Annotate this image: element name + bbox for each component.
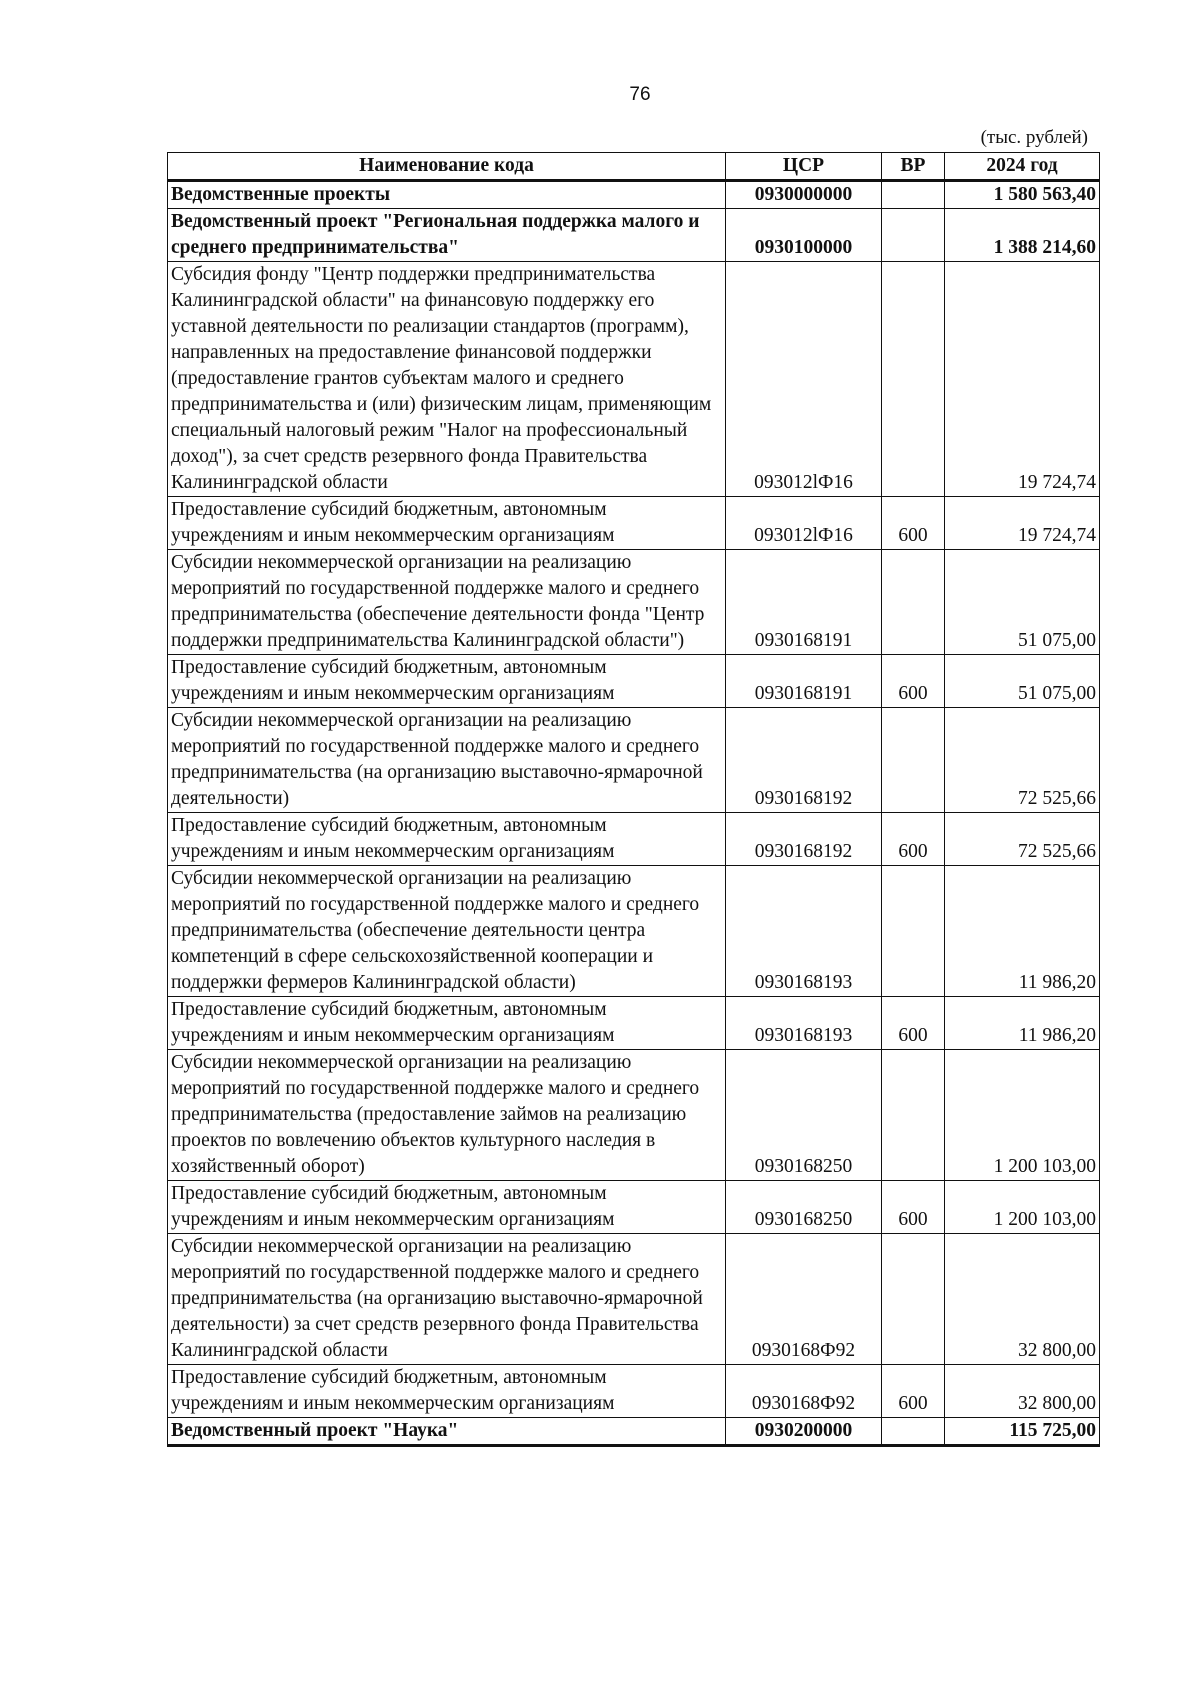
row-amount: 32 800,00	[945, 1234, 1100, 1365]
table-row	[168, 997, 1100, 1050]
table-row	[168, 262, 1100, 497]
row-csr: 0930168192	[726, 813, 882, 866]
row-name: Субсидии некоммерческой организации на реализацию мероприятий по государственной поддержке малого и среднего предпринимательства (обеспечение деятельности фонда "Центр поддержки предпринимательства Калининградской области")	[168, 550, 726, 655]
table-row	[168, 1234, 1100, 1365]
budget-table	[167, 152, 1100, 1447]
table-row	[168, 550, 1100, 655]
row-name: Предоставление субсидий бюджетным, автономным учреждениям и иным некоммерческим организациям	[168, 655, 726, 708]
row-amount: 11 986,20	[945, 997, 1100, 1050]
row-name: Субсидии некоммерческой организации на реализацию мероприятий по государственной поддержке малого и среднего предпринимательства (на организацию выставочно-ярмарочной деятельности)	[168, 708, 726, 813]
row-name: Субсидии некоммерческой организации на реализацию мероприятий по государственной поддержке малого и среднего предпринимательства (обеспечение деятельности центра компетенций в сфере сельскохозяйственной кооперации и поддержки фермеров Калининградской области)	[168, 866, 726, 997]
header-name: Наименование кода	[168, 153, 726, 181]
row-vr	[882, 209, 945, 262]
row-name: Ведомственный проект "Региональная поддержка малого и среднего предпринимательства"	[168, 209, 726, 262]
header-amount: 2024 год	[945, 153, 1100, 181]
row-csr: 0930168191	[726, 655, 882, 708]
table-row	[168, 1365, 1100, 1418]
row-csr: 093012lФ16	[726, 497, 882, 550]
row-csr: 0930168191	[726, 550, 882, 655]
row-amount: 72 525,66	[945, 813, 1100, 866]
row-amount: 1 200 103,00	[945, 1181, 1100, 1234]
table-row	[168, 708, 1100, 813]
row-name: Субсидия фонду "Центр поддержки предпринимательства Калининградской области" на финансовую поддержку его уставной деятельности по реализации стандартов (программ), направленных на предоставление финансовой поддержки (предоставление грантов субъектам малого и среднего предпринимательства и (или) физическим лицам, применяющим специальный налоговый режим "Налог на профессиональный доход"), за счет средств резервного фонда Правительства Калининградской области	[168, 262, 726, 497]
row-name: Предоставление субсидий бюджетным, автономным учреждениям и иным некоммерческим организациям	[168, 813, 726, 866]
row-amount: 1 388 214,60	[945, 209, 1100, 262]
row-vr	[882, 262, 945, 497]
row-amount: 51 075,00	[945, 550, 1100, 655]
row-name: Предоставление субсидий бюджетным, автономным учреждениям и иным некоммерческим организациям	[168, 997, 726, 1050]
row-vr	[882, 1418, 945, 1446]
row-csr: 0930168193	[726, 866, 882, 997]
row-vr: 600	[882, 1365, 945, 1418]
row-amount: 115 725,00	[945, 1418, 1100, 1446]
row-csr: 0930168Ф92	[726, 1365, 882, 1418]
table-row	[168, 209, 1100, 262]
row-vr	[882, 550, 945, 655]
row-csr: 0930000000	[726, 181, 882, 209]
table-body	[168, 181, 1100, 1446]
row-name: Субсидии некоммерческой организации на реализацию мероприятий по государственной поддержке малого и среднего предпринимательства (предоставление займов на реализацию проектов по вовлечению объектов культурного наследия в хозяйственный оборот)	[168, 1050, 726, 1181]
row-name: Ведомственный проект "Наука"	[168, 1418, 726, 1446]
row-amount: 19 724,74	[945, 497, 1100, 550]
table-row	[168, 497, 1100, 550]
row-amount: 51 075,00	[945, 655, 1100, 708]
row-amount: 1 200 103,00	[945, 1050, 1100, 1181]
row-vr	[882, 708, 945, 813]
row-amount: 19 724,74	[945, 262, 1100, 497]
row-vr: 600	[882, 813, 945, 866]
row-csr: 0930168250	[726, 1181, 882, 1234]
table-row	[168, 655, 1100, 708]
row-name: Субсидии некоммерческой организации на реализацию мероприятий по государственной поддержке малого и среднего предпринимательства (на организацию выставочно-ярмарочной деятельности) за счет средств резервного фонда Правительства Калининградской области	[168, 1234, 726, 1365]
table-row	[168, 1418, 1100, 1446]
row-name: Предоставление субсидий бюджетным, автономным учреждениям и иным некоммерческим организациям	[168, 1181, 726, 1234]
row-csr: 0930168193	[726, 997, 882, 1050]
row-csr: 0930200000	[726, 1418, 882, 1446]
row-amount: 72 525,66	[945, 708, 1100, 813]
row-csr: 0930168Ф92	[726, 1234, 882, 1365]
table-header-row	[168, 153, 1100, 181]
header-vr: ВР	[882, 153, 945, 181]
row-csr: 0930168192	[726, 708, 882, 813]
row-amount: 11 986,20	[945, 866, 1100, 997]
row-amount: 32 800,00	[945, 1365, 1100, 1418]
row-vr: 600	[882, 497, 945, 550]
row-name: Предоставление субсидий бюджетным, автономным учреждениям и иным некоммерческим организациям	[168, 1365, 726, 1418]
row-vr	[882, 181, 945, 209]
row-vr: 600	[882, 997, 945, 1050]
table-row	[168, 1050, 1100, 1181]
row-vr: 600	[882, 1181, 945, 1234]
row-vr: 600	[882, 655, 945, 708]
table-row	[168, 181, 1100, 209]
row-amount: 1 580 563,40	[945, 181, 1100, 209]
row-csr: 0930168250	[726, 1050, 882, 1181]
page-number: 76	[629, 84, 651, 105]
units-label: (тыс. рублей)	[980, 127, 1088, 148]
row-vr	[882, 1050, 945, 1181]
table-row	[168, 813, 1100, 866]
table-row	[168, 1181, 1100, 1234]
row-vr	[882, 1234, 945, 1365]
header-csr: ЦСР	[726, 153, 882, 181]
row-vr	[882, 866, 945, 997]
row-csr: 093012lФ16	[726, 262, 882, 497]
row-csr: 0930100000	[726, 209, 882, 262]
table-row	[168, 866, 1100, 997]
row-name: Предоставление субсидий бюджетным, автономным учреждениям и иным некоммерческим организациям	[168, 497, 726, 550]
row-name: Ведомственные проекты	[168, 181, 726, 209]
